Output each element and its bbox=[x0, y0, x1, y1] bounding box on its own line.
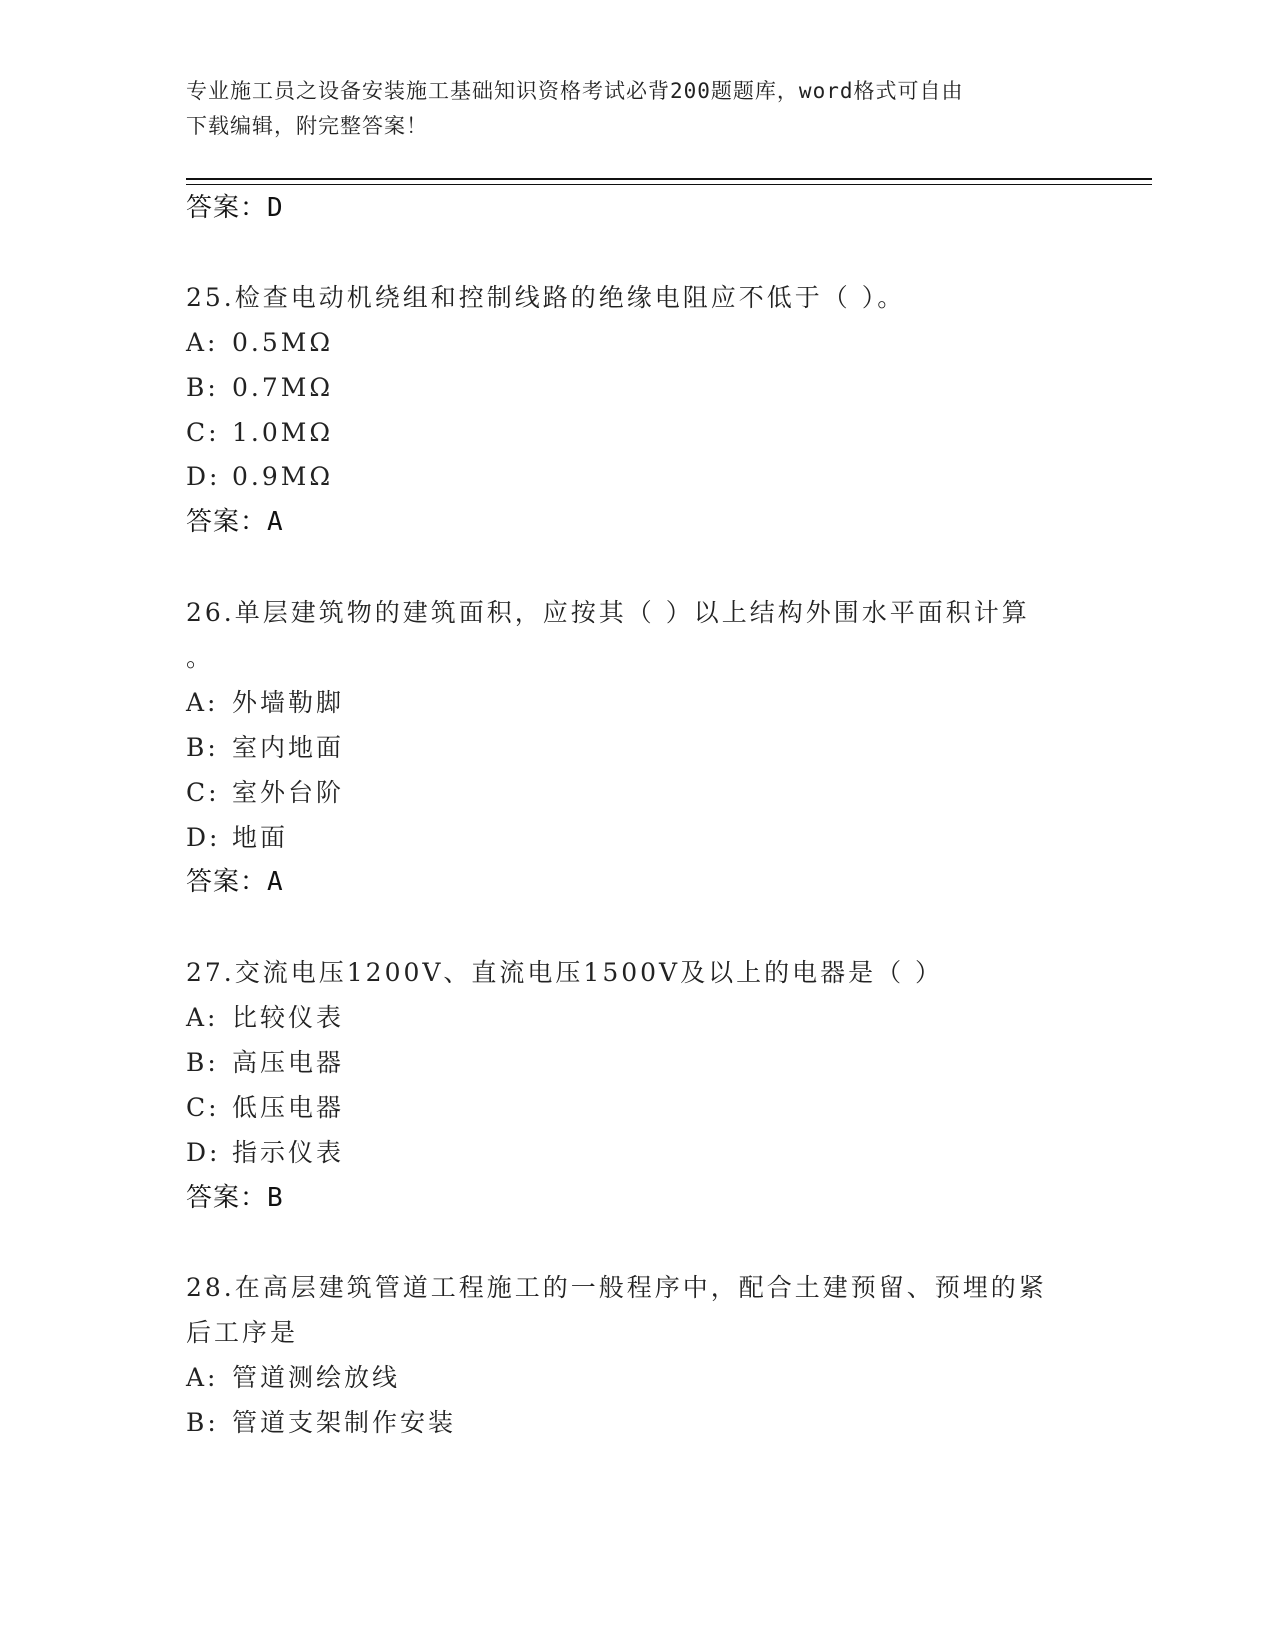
question-27-option-d: D: 指示仪表 bbox=[186, 1138, 345, 1167]
question-26-answer: 答案：A bbox=[186, 867, 284, 897]
question-26-option-d: D: 地面 bbox=[186, 823, 289, 852]
question-25-stem: 25.检查电动机绕组和控制线路的绝缘电阻应不低于（ ）。 bbox=[186, 283, 906, 312]
question-27-option-c: C: 低压电器 bbox=[186, 1093, 345, 1122]
question-26-option-c: C: 室外台阶 bbox=[186, 778, 345, 807]
question-28-stem-continued: 后工序是 bbox=[186, 1318, 299, 1347]
question-25-option-c: C: 1.0MΩ bbox=[186, 418, 334, 447]
previous-answer: 答案：D bbox=[186, 193, 284, 223]
question-27-option-b: B: 高压电器 bbox=[186, 1048, 345, 1077]
header-divider-thin bbox=[186, 184, 1152, 185]
question-25-option-b: B: 0.7MΩ bbox=[186, 373, 334, 402]
header-line-2: 下载编辑，附完整答案！ bbox=[186, 114, 428, 138]
question-26-option-b: B: 室内地面 bbox=[186, 733, 345, 762]
header-line-1: 专业施工员之设备安装施工基础知识资格考试必背200题题库，word格式可自由 bbox=[186, 79, 964, 103]
question-26-stem: 26.单层建筑物的建筑面积，应按其（ ）以上结构外围水平面积计算 bbox=[186, 598, 1030, 627]
question-25-option-a: A: 0.5MΩ bbox=[186, 328, 334, 357]
header-divider-thick bbox=[186, 178, 1152, 180]
question-26-option-a: A: 外墙勒脚 bbox=[186, 688, 345, 717]
question-26-stem-continued: 。 bbox=[186, 643, 215, 672]
question-25-option-d: D: 0.9MΩ bbox=[186, 462, 334, 491]
question-25-answer: 答案：A bbox=[186, 507, 284, 537]
question-28-option-a: A: 管道测绘放线 bbox=[186, 1363, 401, 1392]
question-28-stem: 28.在高层建筑管道工程施工的一般程序中，配合土建预留、预埋的紧 bbox=[186, 1273, 1047, 1302]
question-27-stem: 27.交流电压1200V、直流电压1500V及以上的电器是（ ） bbox=[186, 958, 944, 987]
page-header bbox=[186, 74, 1066, 144]
question-28-option-b: B: 管道支架制作安装 bbox=[186, 1408, 457, 1437]
question-27-answer: 答案：B bbox=[186, 1183, 284, 1213]
question-27-option-a: A: 比较仪表 bbox=[186, 1003, 345, 1032]
